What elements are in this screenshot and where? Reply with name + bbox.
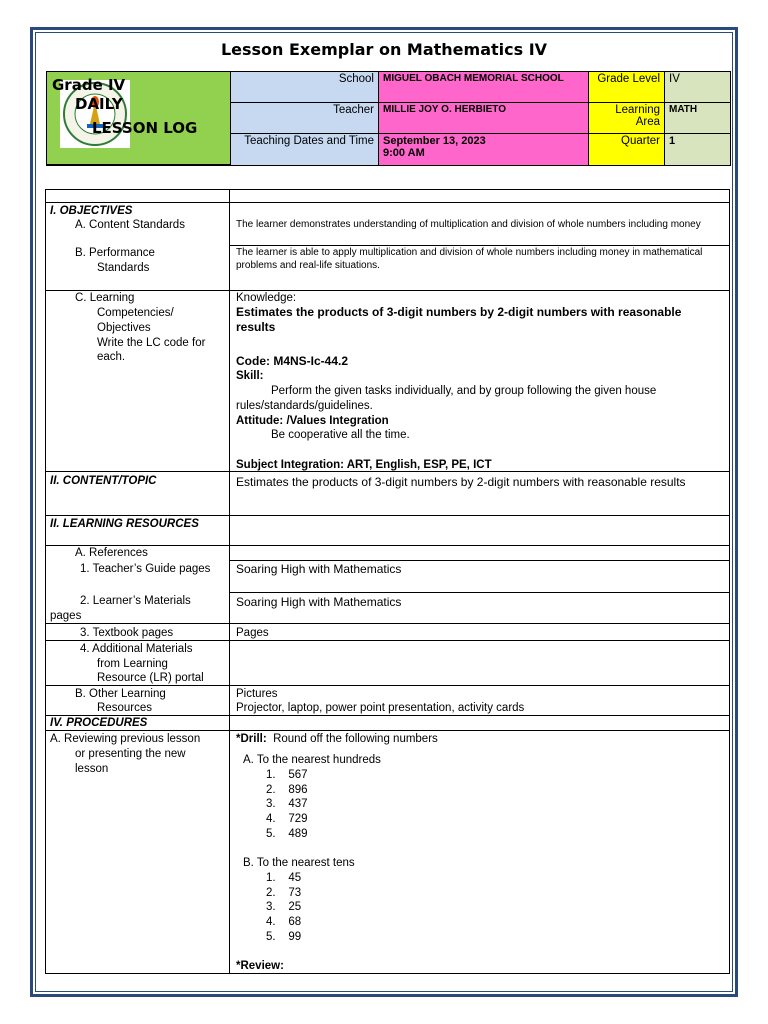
hundreds-item-value: 489	[288, 828, 308, 840]
hundreds-item: 1. 567	[266, 769, 308, 781]
quarter-label: Quarter	[589, 134, 665, 165]
learners-materials-label: 2. Learner’s Materials	[80, 595, 191, 607]
grade-level-label: Grade Level	[589, 72, 665, 103]
tens-item-value: 68	[288, 916, 302, 928]
row-line	[45, 623, 730, 624]
lc-label-1: C. Learning	[75, 292, 135, 304]
objectives-heading: I. OBJECTIVES	[50, 205, 133, 217]
performance-label-2: Standards	[97, 262, 150, 274]
content-standards-label: A. Content Standards	[75, 219, 185, 231]
lc-label-3: Objectives	[97, 322, 151, 334]
dates-value-date: September 13, 2023	[383, 135, 486, 147]
hundreds-item: 3. 437	[266, 798, 308, 810]
lc-label-4: Write the LC code for	[97, 337, 206, 349]
tens-item: 5. 99	[266, 931, 302, 943]
lc-label-2: Competencies/	[97, 307, 174, 319]
drill-label: *Drill:	[236, 733, 267, 745]
teachers-guide-value: Soaring High with Mathematics	[236, 562, 402, 576]
tens-item-value: 73	[288, 887, 302, 899]
other-resources-value-2: Projector, laptop, power point presentation, activity cards	[236, 702, 525, 714]
additional-materials-label-2: from Learning	[97, 658, 168, 670]
other-resources-label-1: B. Other Learning	[75, 688, 166, 700]
skill-text: Perform the given tasks individually, and by group following the given house rules/standards/guidelines.	[236, 385, 657, 412]
learners-materials-value: Soaring High with Mathematics	[236, 595, 402, 609]
learners-materials-label-2: pages	[50, 610, 82, 622]
hundreds-item-value: 437	[288, 798, 308, 810]
attitude-label: Attitude: /Values Integration	[236, 415, 389, 427]
row-line	[45, 202, 730, 203]
hundreds-item-value: 567	[288, 769, 308, 781]
row-line	[45, 290, 730, 291]
grade-level-value: IV	[665, 72, 730, 103]
teachers-guide-label: 1. Teacher’s Guide pages	[80, 563, 211, 575]
row-line	[45, 515, 730, 516]
drill-text: Round off the following numbers	[273, 733, 438, 745]
textbook-label: 3. Textbook pages	[80, 627, 174, 639]
column-divider	[229, 189, 230, 974]
performance-label-1: B. Performance	[75, 247, 155, 259]
proc-a-label-3: lesson	[75, 763, 109, 775]
tens-item-value: 45	[288, 872, 302, 884]
skill-label: Skill:	[236, 370, 264, 382]
quarter-value: 1	[665, 134, 730, 165]
resources-heading: II. LEARNING RESOURCES	[50, 518, 199, 530]
tens-item: 2. 73	[266, 887, 302, 899]
hundreds-item: 4. 729	[266, 813, 308, 825]
performance-text: The learner is able to apply multiplication and division of whole numbers including money in mathematical problems and real-life situations.	[236, 247, 703, 271]
hundreds-subheading: A. To the nearest hundreds	[243, 754, 381, 766]
learning-area-value: MATH	[665, 103, 730, 134]
drill-line	[236, 732, 438, 747]
header-table	[46, 71, 731, 166]
dates-label: Teaching Dates and Time	[231, 134, 379, 165]
row-line	[229, 245, 730, 246]
proc-a-label-1: A. Reviewing previous lesson	[50, 733, 201, 745]
row-line	[229, 592, 730, 593]
content-text: Estimates the products of 3-digit numbers by 2-digit numbers with reasonable results	[236, 475, 686, 489]
daily-label: DAILY	[75, 95, 123, 113]
hundreds-item: 2. 896	[266, 784, 308, 796]
teacher-label: Teacher	[231, 103, 379, 134]
hundreds-item-value: 729	[288, 813, 308, 825]
additional-materials-label-1: 4. Additional Materials	[80, 643, 193, 655]
tens-item: 4. 68	[266, 916, 302, 928]
attitude-text: Be cooperative all the time.	[271, 429, 410, 441]
school-value: MIGUEL OBACH MEMORIAL SCHOOL	[379, 72, 589, 103]
other-resources-label-2: Resources	[97, 702, 152, 714]
hundreds-item: 5. 489	[266, 828, 308, 840]
dates-value-time: 9:00 AM	[383, 147, 425, 159]
references-label: A. References	[75, 547, 148, 559]
content-heading: II. CONTENT/TOPIC	[50, 475, 157, 487]
content-standards-text: The learner demonstrates understanding of multiplication and division of whole numbers including money	[236, 219, 701, 230]
tens-item-value: 99	[288, 931, 302, 943]
row-line	[45, 730, 730, 731]
tens-item: 3. 25	[266, 901, 302, 913]
learning-area-label: Learning Area	[589, 103, 665, 134]
knowledge-label: Knowledge:	[236, 292, 297, 304]
textbook-value: Pages	[236, 627, 269, 639]
tens-item-value: 25	[288, 901, 302, 913]
tens-item: 1. 45	[266, 872, 302, 884]
grade-label: Grade IV	[52, 76, 126, 94]
school-label: School	[231, 72, 379, 103]
proc-a-label-2: or presenting the new	[75, 748, 186, 760]
row-line	[229, 560, 730, 561]
grade-cell	[47, 72, 231, 165]
tens-subheading: B. To the nearest tens	[243, 857, 355, 869]
lc-label-5: each.	[97, 351, 126, 363]
other-resources-value-1: Pictures	[236, 688, 278, 700]
knowledge-text: Estimates the products of 3-digit numbers by 2-digit numbers with reasonable results	[236, 305, 682, 334]
additional-materials-label-3: Resource (LR) portal	[97, 672, 204, 684]
dates-value	[379, 134, 589, 165]
document-title: Lesson Exemplar on Mathematics IV	[220, 40, 548, 59]
teacher-value: MILLIE JOY O. HERBIETO	[379, 103, 589, 134]
lesson-log-label: LESSON LOG	[92, 119, 198, 137]
procedures-heading: IV. PROCEDURES	[50, 717, 148, 729]
review-label: *Review:	[236, 960, 284, 972]
subject-integration: Subject Integration: ART, English, ESP, PE, ICT	[236, 459, 492, 471]
hundreds-item-value: 896	[288, 784, 308, 796]
lc-code: Code: M4NS-Ic-44.2	[236, 354, 349, 368]
